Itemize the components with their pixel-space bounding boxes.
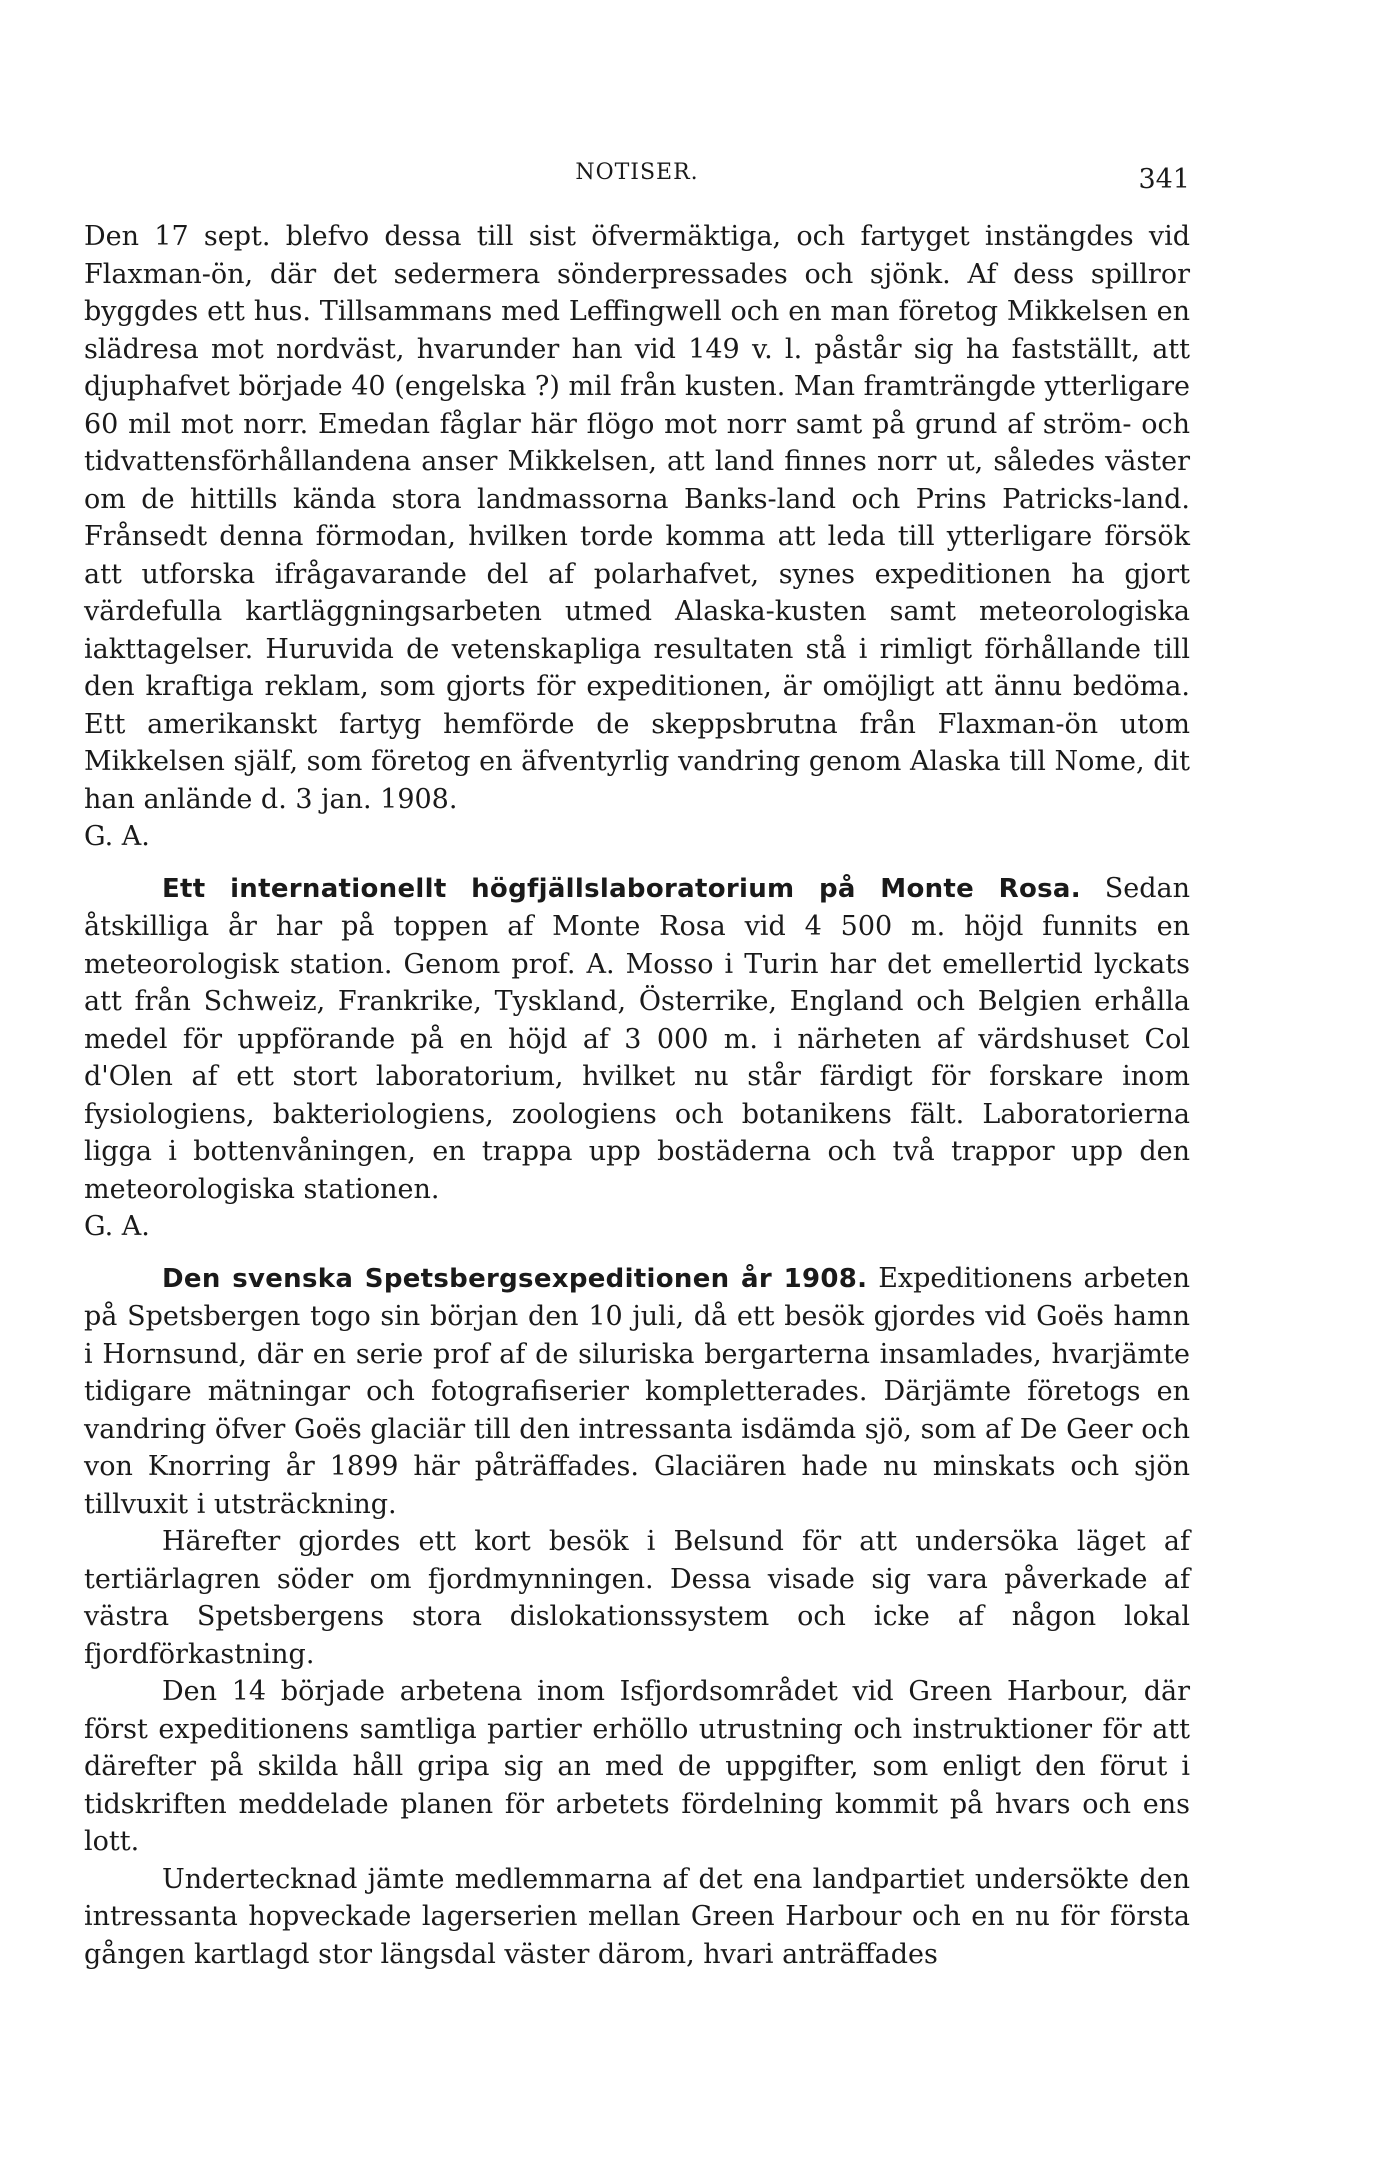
running-head <box>84 160 1190 200</box>
article3-paragraph-1: Expeditionens arbeten på Spetsbergen togo sin början den 10 juli, då ett besök gjordes vid Goës hamn i Hornsund, där en serie prof af de siluriska bergarterna insamlades, hvarjämte tidigare mätningar och fotografiserier kompletterades. Därjämte företogs en vandring öfver Goës glaciär till den intressanta isdämda sjö, som af De Geer och von Knorring år 1899 här påträffades. Glaciären hade nu minskats och sjön tillvuxit i utsträckning. <box>84 1262 1190 1520</box>
article3-heading: Den svenska Spetsbergsexpeditionen år 1908. <box>162 1263 868 1294</box>
article3-paragraph-3: Den 14 började arbetena inom Isfjordsområdet vid Green Harbour, där först expeditionens samtliga partier erhöllo utrustning och instruktioner för att därefter på skilda håll gripa sig an med de uppgifter, som enligt den förut i tidskriften meddelade planen för arbetets fördelning kommit på hvars och ens lott. <box>84 1676 1190 1857</box>
article1-paragraph: Den 17 sept. blefvo dessa till sist öfvermäktiga, och fartyget instängdes vid Flaxman-ön, där det sedermera sönderpressades och sjönk. Af dess spillror byggdes ett hus. Tillsammans med Leffingwell och en man företog Mikkelsen en slädresa mot nordväst, hvarunder han vid 149 v. l. påstår sig ha fastställt, att djuphafvet började 40 (engelska ?) mil från kusten. Man framträngde ytterligare 60 mil mot norr. Emedan fåglar här flögo mot norr samt på grund af ström- och tidvattensförhållandena anser Mikkelsen, att land finnes norr ut, således väster om de hittills kända stora landmassorna Banks-land och Prins Patricks-land. Frånsedt denna förmodan, hvilken torde komma att leda till ytterligare försök att utforska ifrågavarande del af polarhafvet, synes expeditionen ha gjort värdefulla kartläggningsarbeten utmed Alaska-kusten samt meteorologiska iakttagelser. Huruvida de vetenskapliga resultaten stå i rimligt förhållande till den kraftiga reklam, som gjorts för expeditionen, är omöjligt att ännu bedöma. Ett amerikanskt fartyg hemförde de skeppsbrutna från Flaxman-ön utom Mikkelsen själf, som företog en äfventyrlig vandring genom Alaska till Nome, dit han anlände d. 3 jan. 1908. <box>84 221 1190 815</box>
article2-paragraph: Sedan åtskilliga år har på toppen af Monte Rosa vid 4 500 m. höjd funnits en meteorologisk station. Genom prof. A. Mosso i Turin har det emellertid lyckats att från Schweiz, Frankrike, Tyskland, Österrike, England och Belgien erhålla medel för uppförande på en höjd af 3 000 m. i närheten af värdshuset Col d'Olen af ett stort laboratorium, hvilket nu står färdigt för forskare inom fysiologiens, bakteriologiens, zoologiens och botanikens fält. Laboratorierna ligga i bottenvåningen, en trappa upp bostäderna och två trappor upp den meteorologiska stationen. <box>84 872 1191 1205</box>
article1-signature: G. A. <box>84 821 150 852</box>
article3-paragraph-4: Undertecknad jämte medlemmarna af det ena landpartiet undersökte den intressanta hopveckade lagerserien mellan Green Harbour och en nu för första gången kartlagd stor längsdal väster därom, hvari anträffades <box>84 1863 1190 1970</box>
article2-block <box>84 870 1190 1209</box>
page-number: 341 <box>1138 164 1190 195</box>
article2-heading: Ett internationellt högfjällslaboratorium på Monte Rosa. <box>162 873 1081 904</box>
page-body <box>84 218 1190 1973</box>
article3-block <box>84 1260 1190 1524</box>
running-title: NOTISER. <box>575 160 699 185</box>
article2-signature: G. A. <box>84 1211 150 1242</box>
article3-paragraph-2: Härefter gjordes ett kort besök i Belsund för att undersöka läget af tertiärlagren söder om fjordmynningen. Dessa visade sig vara påverkade af västra Spetsbergens stora dislokationssystem och icke af någon lokal fjordförkastning. <box>84 1526 1190 1670</box>
